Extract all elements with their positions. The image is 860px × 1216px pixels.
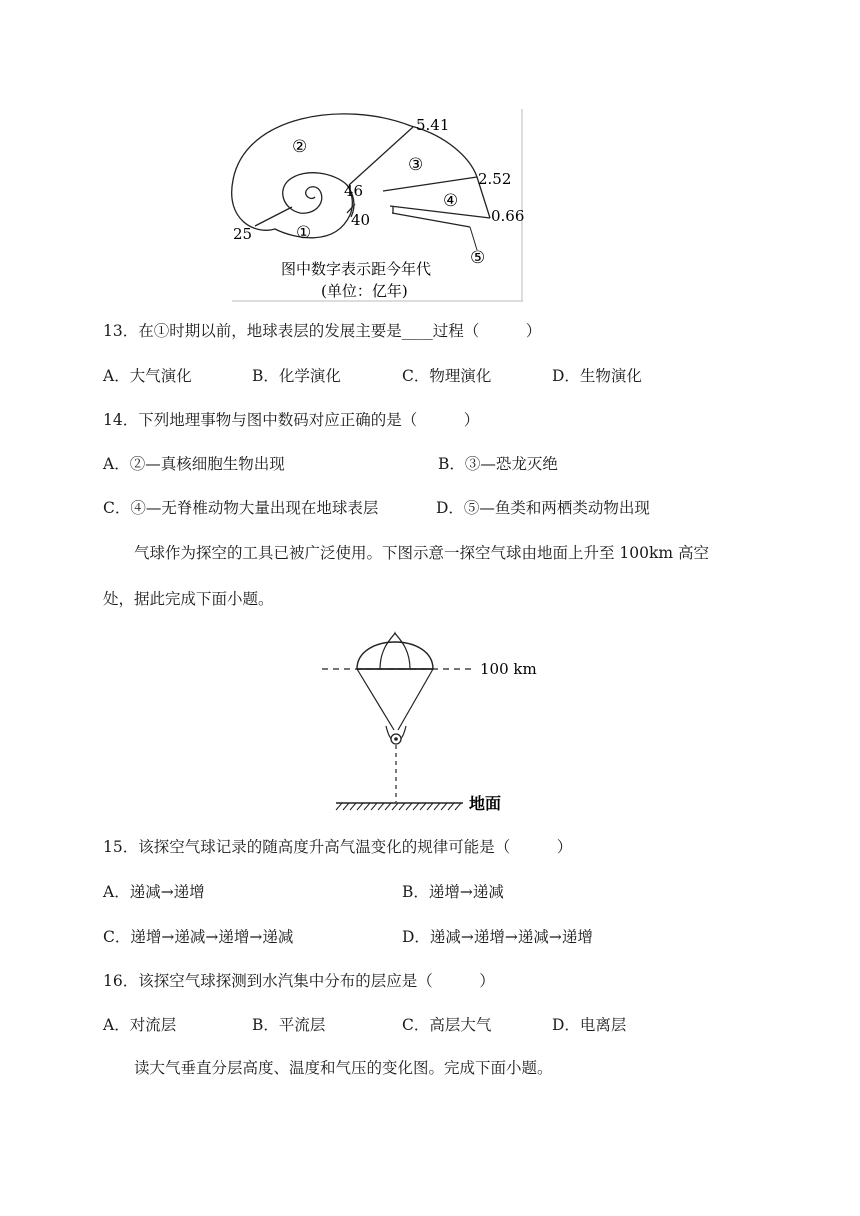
period-label-1: ① bbox=[296, 223, 312, 243]
ground-label: 地面 bbox=[469, 794, 502, 813]
q16-option-d: D．电离层 bbox=[552, 1016, 627, 1034]
boundary-5-line bbox=[392, 213, 470, 227]
q14-option-c: C．④—无脊椎动物大量出现在地球表层 bbox=[103, 499, 379, 517]
q13-option-c: C．物理演化 bbox=[402, 367, 492, 385]
q15-option-b: B．递增→递减 bbox=[402, 883, 504, 901]
pointer-5-line bbox=[470, 227, 477, 250]
q15-stem: 15．该探空气球记录的随高度升高气温变化的规律可能是（ ） bbox=[103, 838, 573, 856]
label-066: 0.66 bbox=[491, 207, 525, 225]
spiral-inner-curve bbox=[283, 173, 347, 214]
q14-option-b: B．③—恐龙灭绝 bbox=[438, 455, 558, 473]
instrument-center-dot bbox=[394, 737, 398, 741]
label-25: 25 bbox=[233, 225, 253, 243]
q16-option-a: A．对流层 bbox=[103, 1016, 177, 1034]
balloon-canopy-inner bbox=[380, 633, 410, 669]
balloon-intro-line1: 气球作为探空的工具已被广泛使用。下图示意一探空气球由地面上升至 100km 高空 bbox=[134, 544, 710, 562]
boundary-252-line bbox=[383, 177, 477, 191]
q13-option-d: D．生物演化 bbox=[552, 367, 642, 385]
balloon-canopy bbox=[357, 642, 433, 669]
boundary-066-line bbox=[390, 206, 490, 218]
q14-stem: 14．下列地理事物与图中数码对应正确的是（ ） bbox=[103, 411, 480, 429]
height-100km-label: 100 km bbox=[480, 660, 537, 678]
suspension-line-right bbox=[398, 669, 433, 730]
figure1-caption-line1: 图中数字表示距今年代 bbox=[281, 260, 432, 278]
q16-option-b: B．平流层 bbox=[252, 1016, 326, 1034]
period-label-4: ④ bbox=[443, 191, 459, 211]
label-40: 40 bbox=[351, 211, 371, 229]
q15-option-c: C．递增→递减→递增→递减 bbox=[103, 928, 294, 946]
q13-option-a: A．大气演化 bbox=[103, 367, 192, 385]
q13-option-b: B．化学演化 bbox=[252, 367, 341, 385]
sounding-balloon-figure bbox=[318, 618, 548, 818]
balloon-intro-line2: 处，据此完成下面小题。 bbox=[103, 590, 274, 608]
q16-option-c: C．高层大气 bbox=[402, 1016, 492, 1034]
spiral-outer-curve bbox=[232, 114, 411, 238]
q16-stem: 16．该探空气球探测到水汽集中分布的层应是（ ） bbox=[103, 972, 495, 990]
q13-stem: 13．在①时期以前，地球表层的发展主要是____过程（ ） bbox=[103, 322, 542, 340]
period-label-5: ⑤ bbox=[470, 248, 486, 268]
spiral-diagram bbox=[225, 105, 530, 305]
q14-option-a: A．②—真核细胞生物出现 bbox=[103, 455, 285, 473]
period-label-3: ③ bbox=[408, 155, 424, 175]
boundary-541-line bbox=[349, 127, 413, 185]
q14-option-d: D．⑤—鱼类和两栖类动物出现 bbox=[436, 499, 650, 517]
atmosphere-intro-line1: 读大气垂直分层高度、温度和气压的变化图。完成下面小题。 bbox=[134, 1059, 553, 1077]
label-46: 46 bbox=[344, 182, 364, 200]
period-label-2: ② bbox=[292, 137, 308, 157]
ground-hatching bbox=[336, 803, 461, 810]
boundary-25-line bbox=[255, 207, 292, 226]
geologic-time-spiral-figure bbox=[225, 105, 530, 305]
label-252: 2.52 bbox=[478, 170, 512, 188]
label-541: 5.41 bbox=[416, 116, 450, 134]
suspension-line-left bbox=[357, 669, 394, 730]
figure1-caption-line2: (单位：亿年) bbox=[321, 282, 408, 300]
balloon-diagram bbox=[318, 618, 548, 818]
q15-option-a: A．递减→递增 bbox=[103, 883, 205, 901]
q15-option-d: D．递减→递增→递减→递增 bbox=[402, 928, 593, 946]
